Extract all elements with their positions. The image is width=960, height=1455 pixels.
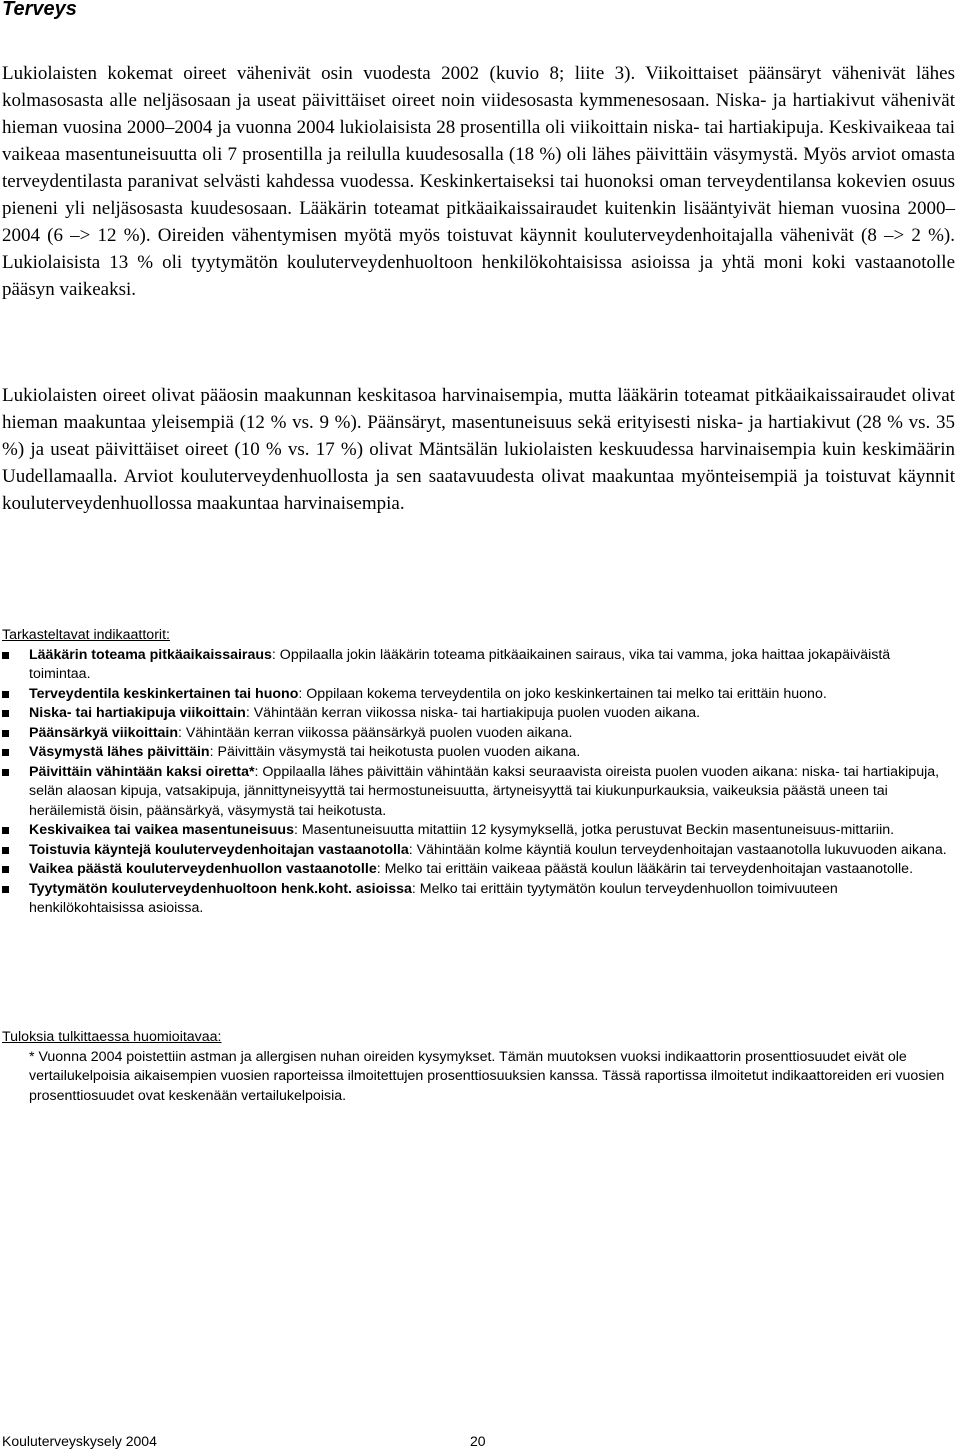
page-title: Terveys [2,0,77,20]
square-bullet-icon [2,847,9,854]
indicator-description: : Oppilaan kokema terveydentila on joko keskinkertainen tai melko tai erittäin huono. [298,685,827,702]
indicator-item [2,880,950,919]
indicator-description: : Päivittäin väsymystä tai heikotusta puolen vuoden aikana. [209,744,581,760]
square-bullet-icon [2,749,9,756]
indicator-description: : Melko tai erittäin tyytymätön koulun terveydenhuollon toimivuuteen henkilökohtaisissa asioissa. [29,880,838,916]
square-bullet-icon [2,886,9,893]
indicator-item [2,763,950,822]
indicator-name: Tyytymätön kouluterveydenhuoltoon henk.koht. asioissa [29,880,412,897]
indicators-heading: Tarkasteltavat indikaattorit: [2,627,170,643]
indicator-name: Päänsärkyä viikoittain [29,724,179,741]
indicator-description: : Masentuneisuutta mitattiin 12 kysymyksellä, jotka perustuvat Beckin masentuneisuus-mittariin. [293,822,895,838]
indicator-description: : Vähintään kolme käyntiä koulun terveydenhoitajan vastaanotolla lukuvuoden aikana. [408,841,947,858]
indicator-item [2,841,950,861]
indicator-item [2,685,950,705]
indicator-name: Keskivaikea tai vaikea masentuneisuus [29,822,294,838]
indicator-name: Niska- tai hartiakipuja viikoittain [29,705,246,721]
body-paragraph: Lukiolaisten kokemat oireet vähenivät osin vuodesta 2002 (kuvio 8; liite 3). Viikoittaiset päänsäryt vähenivät lähes kolmasosasta alle neljäsosaan ja useat päivittäiset oireet noin viidesosasta kymmenesosaan. Niska- ja hartiakivut vähenivät hieman vuosina 2000–2004 ja vuonna 2004 lukiolaisista 28 prosentilla oli viikoittain niska- tai hartiakipuja. Keskivaikeaa tai vaikeaa masentuneisuutta oli 7 prosentilla ja reilulla kuudesosalla (18 %) oli lähes päivittäin väsymystä. Myös arviot omasta terveydentilasta paranivat selvästi kahdessa vuodessa. Keskinkertaiseksi tai huonoksi oman terveydentilansa kokevien osuus pieneni yli neljäsosasta kuudesosaan. Lääkärin toteamat pitkäaikaissairaudet kuitenkin lisääntyivät hieman vuosina 2000–2004 (6 –> 12 %). Oireiden vähentymisen myötä myös toistuvat käynnit kouluterveydenhoitajalla vähenivät (8 –> 2 %). Lukiolaisista 13 % oli tyytymätön kouluterveydenhuoltoon henkilökohtaisissa asioissa ja yhtä moni koki vastaanotolle pääsyn vaikeaksi. [2,63,955,300]
indicator-item [2,704,950,724]
indicator-item [2,724,950,744]
indicator-item [2,646,950,685]
square-bullet-icon [2,769,9,776]
indicators-section [2,626,950,919]
square-bullet-icon [2,691,9,698]
indicator-item [2,743,950,763]
footer-publication: Kouluterveyskysely 2004 [2,1433,157,1449]
square-bullet-icon [2,652,9,659]
notes-heading: Tuloksia tulkittaessa huomioitavaa: [2,1029,222,1045]
square-bullet-icon [2,827,9,834]
body-paragraph: Lukiolaisten oireet olivat pääosin maakunnan keskitasoa harvinaisempia, mutta lääkärin toteamat pitkäaikaissairaudet olivat hieman maakuntaa yleisempiä (12 % vs. 9 %). Päänsäryt, masentuneisuus sekä erityisesti niska- ja hartiakivut (28 % vs. 35 %) ja useat päivittäiset oireet (10 % vs. 17 %) olivat Mäntsälän lukiolaisten keskuudessa harvinaisempia kuin keskimäärin Uudellamaalla. Arviot kouluterveydenhuollosta ja sen saatavuudesta olivat maakuntaa myönteisempiä ja toistuvat käynnit kouluterveydenhuollossa maakuntaa harvinaisempia. [2,385,955,514]
indicator-name: Vaikea päästä kouluterveydenhuollon vastaanotolle [29,861,377,877]
indicator-name: Lääkärin toteama pitkäaikaissairaus [29,646,272,663]
square-bullet-icon [2,866,9,873]
indicator-list [2,646,950,919]
notes-section [2,1028,950,1106]
indicator-description: : Melko tai erittäin vaikeaa päästä koulun lääkärin tai terveydenhoitajan vastaanotolle. [376,861,914,877]
square-bullet-icon [2,710,9,717]
indicator-description: : Oppilaalla lähes päivittäin vähintään kaksi seuraavista oireista puolen vuoden aikana: niska- tai hartiakipuja, selän alaosan kipuja, vatsakipuja, jännittyneisyyttä tai hermostuneisuutta, ärtyneisyyttä tai kiukunpurkauksia, vaikeuksia päästä uneen tai heräilemistä öisin, päänsärkyä, väsymystä tai heikotusta. [29,763,940,819]
indicator-item [2,821,950,841]
square-bullet-icon [2,730,9,737]
indicator-description: : Vähintään kerran viikossa päänsärkyä puolen vuoden aikana. [178,724,573,741]
indicator-name: Terveydentila keskinkertainen tai huono [29,685,299,702]
indicator-name: Toistuvia käyntejä kouluterveydenhoitajan vastaanotolla [29,841,409,858]
indicator-description: : Oppilaalla jokin lääkärin toteama pitkäaikainen sairaus, vika tai vamma, joka haittaa jokapäiväistä toimintaa. [29,646,891,682]
indicator-item [2,860,950,880]
notes-text: * Vuonna 2004 poistettiin astman ja allergisen nuhan oireiden kysymykset. Tämän muutoksen vuoksi indikaattorin prosenttiosuudet eivät ole vertailukelpoisia aikaisempien vuosien raporteissa ilmoitettujen prosenttiosuuksien kanssa. Tässä raportissa ilmoitetut indikaattoreiden eri vuosien prosenttiosuudet ovat keskenään vertailukelpoisia. [29,1048,945,1104]
indicator-name: Päivittäin vähintään kaksi oiretta* [29,763,255,780]
indicator-name: Väsymystä lähes päivittäin [29,744,210,760]
page-number: 20 [470,1433,486,1449]
indicator-description: : Vähintään kerran viikossa niska- tai hartiakipuja puolen vuoden aikana. [245,705,701,721]
